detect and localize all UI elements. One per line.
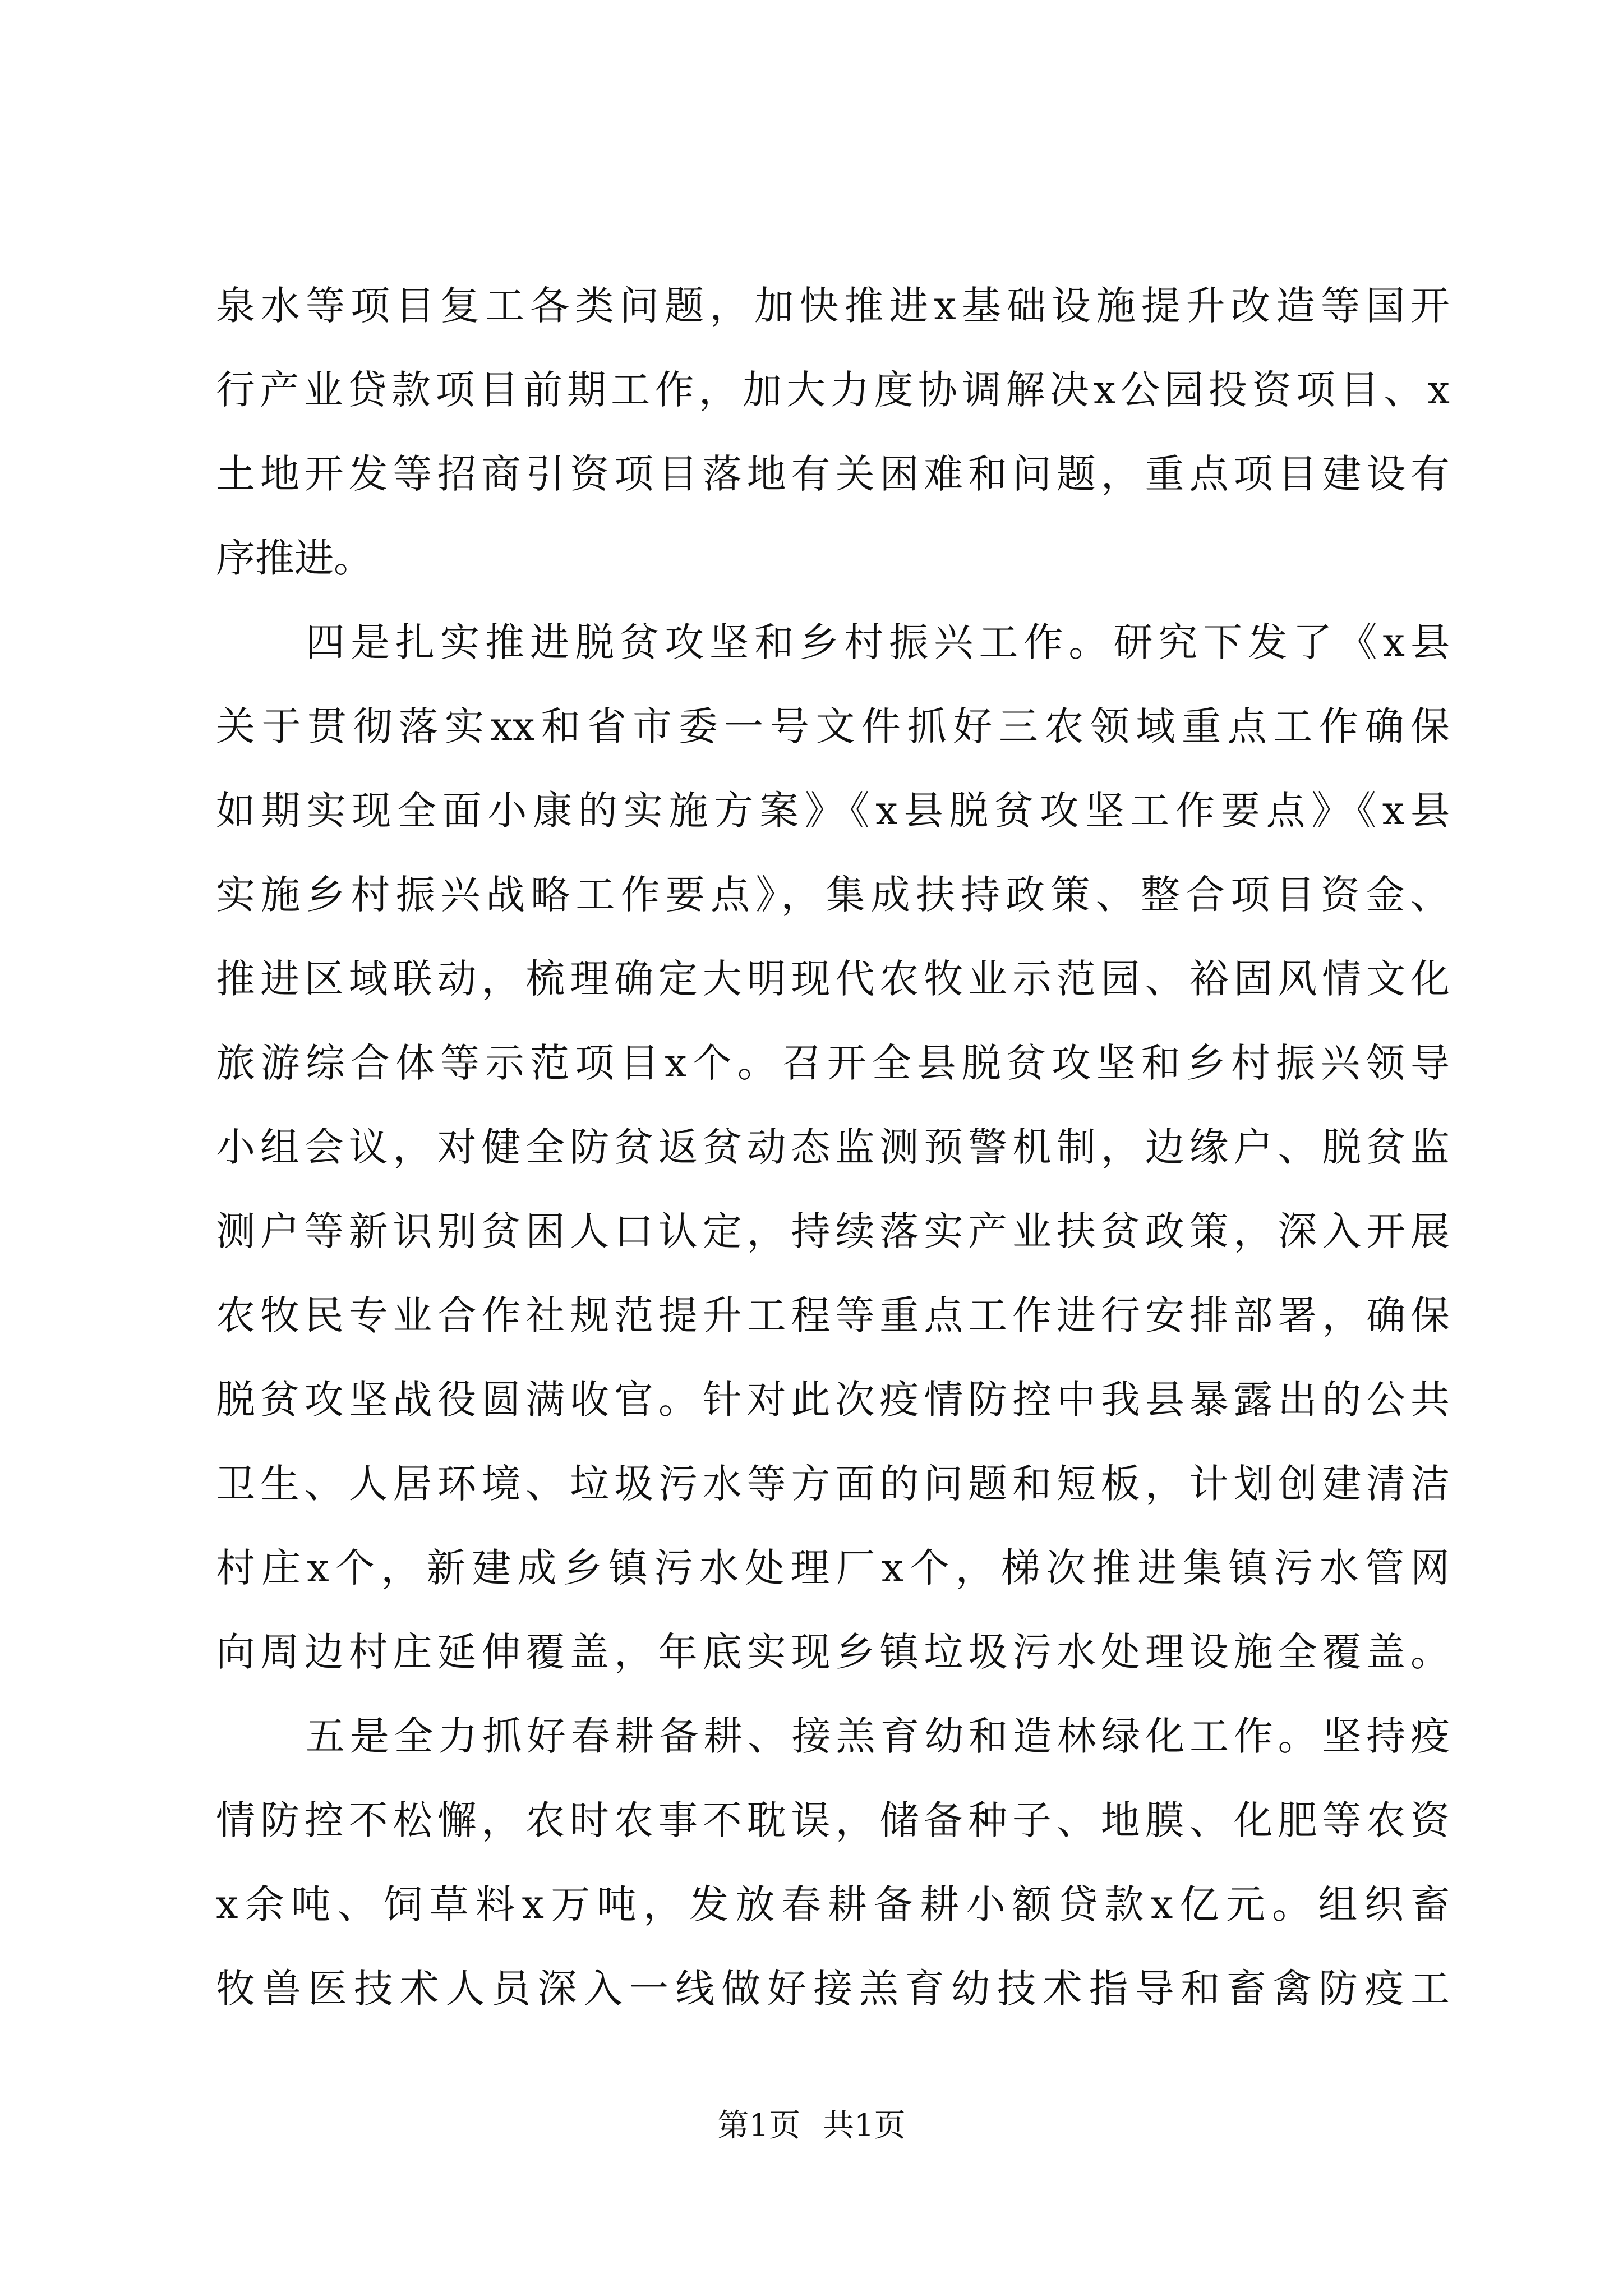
document-body	[216, 264, 1450, 2031]
page-total: 共1页	[823, 2108, 906, 2144]
text-line: 泉水等项目复工各类问题，加快推进x基础设施提升改造等国开	[216, 283, 1450, 329]
page-footer	[0, 2104, 1623, 2148]
text-line: 小组会议，对健全防贫返贫动态监测预警机制，边缘户、脱贫监	[216, 1124, 1450, 1170]
text-line: 旅游综合体等示范项目x个。召开全县脱贫攻坚和乡村振兴领导	[216, 1040, 1450, 1086]
text-line: 村庄x个，新建成乡镇污水处理厂x个，梯次推进集镇污水管网	[216, 1545, 1450, 1591]
text-line: 如期实现全面小康的实施方案》《x县脱贫攻坚工作要点》《x县	[216, 788, 1450, 834]
text-line: 牧兽医技术人员深入一线做好接羔育幼技术指导和畜禽防疫工	[216, 1966, 1450, 2012]
paragraph-first-line: 四是扎实推进脱贫攻坚和乡村振兴工作。研究下发了《x县	[306, 619, 1450, 665]
text-line: 推进区域联动，梳理确定大明现代农牧业示范园、裕固风情文化	[216, 956, 1450, 1002]
text-line: 行产业贷款项目前期工作，加大力度协调解决x公园投资项目、x	[216, 367, 1450, 413]
paragraph-first-line: 五是全力抓好春耕备耕、接羔育幼和造林绿化工作。坚持疫	[306, 1713, 1450, 1759]
text-line: 向周边村庄延伸覆盖，年底实现乡镇垃圾污水处理设施全覆盖。	[216, 1629, 1450, 1675]
text-line: 农牧民专业合作社规范提升工程等重点工作进行安排部署，确保	[216, 1292, 1450, 1338]
text-line: 卫生、人居环境、垃圾污水等方面的问题和短板，计划创建清洁	[216, 1461, 1450, 1507]
text-line: 土地开发等招商引资项目落地有关困难和问题，重点项目建设有	[216, 451, 1450, 497]
text-line: 脱贫攻坚战役圆满收官。针对此次疫情防控中我县暴露出的公共	[216, 1377, 1450, 1423]
text-line: 序推进。	[216, 535, 373, 581]
text-line: 实施乡村振兴战略工作要点》，集成扶持政策、整合项目资金、	[216, 872, 1450, 918]
page-number: 第1页	[717, 2108, 800, 2144]
text-line: 关于贯彻落实xx和省市委一号文件抓好三农领域重点工作确保	[216, 703, 1450, 749]
text-line: x余吨、饲草料x万吨，发放春耕备耕小额贷款x亿元。组织畜	[216, 1881, 1450, 1927]
text-line: 测户等新识别贫困人口认定，持续落实产业扶贫政策，深入开展	[216, 1208, 1450, 1254]
text-line: 情防控不松懈，农时农事不耽误，储备种子、地膜、化肥等农资	[216, 1797, 1450, 1843]
